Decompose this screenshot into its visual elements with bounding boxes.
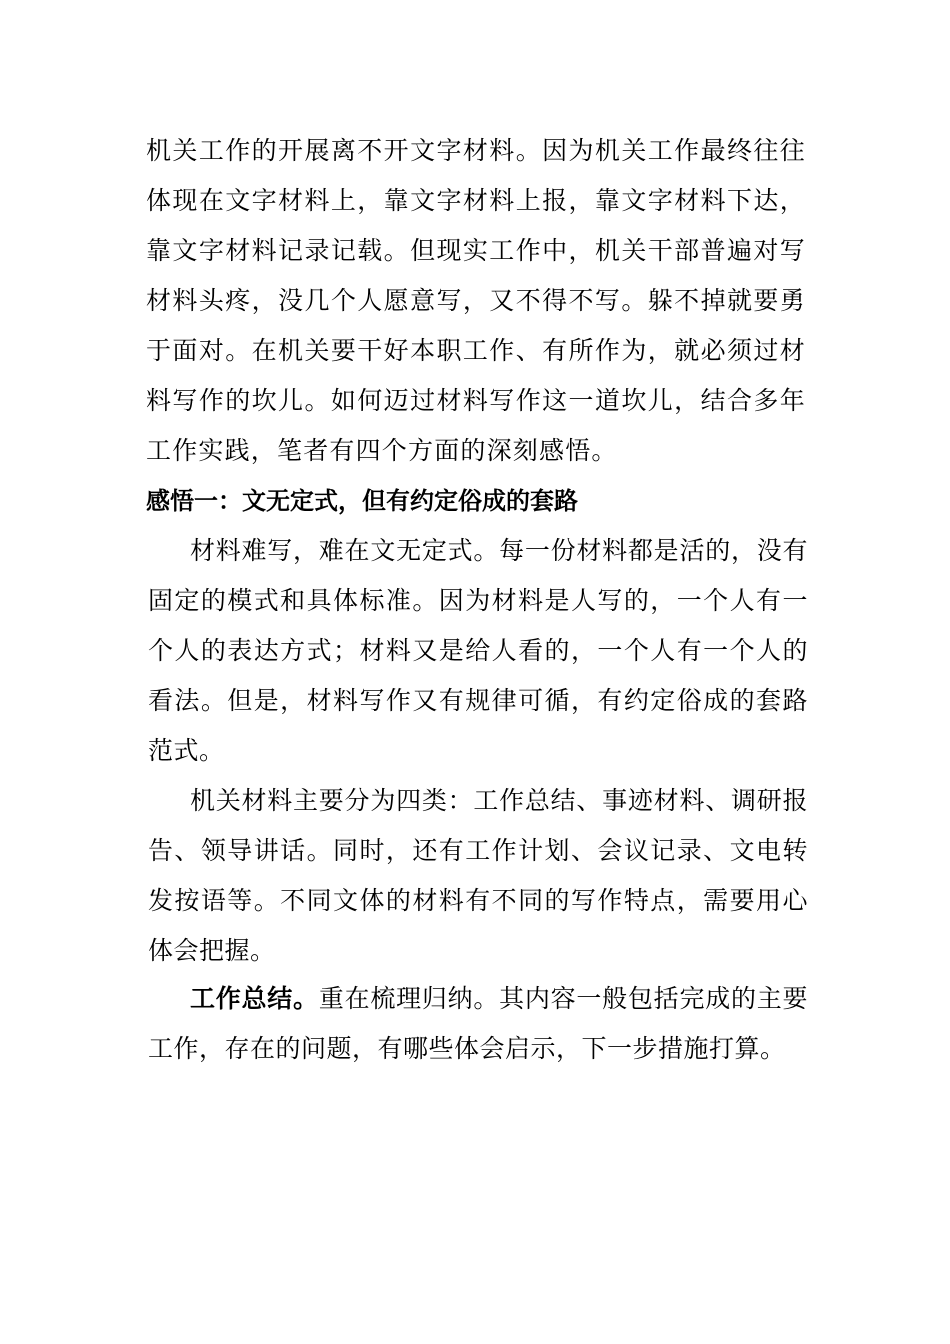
work-summary-text: 重在梳理归纳。其内容一般包括完成的主要工作，存在的问题，有哪些体会启示，下一步措施打算。 xyxy=(148,984,808,1063)
work-summary-lead: 工作总结。 xyxy=(190,984,319,1013)
paragraph-material-types: 机关材料主要分为四类：工作总结、事迹材料、调研报告、领导讲话。同时，还有工作计划、会议记录、文电转发按语等。不同文体的材料有不同的写作特点，需要用心体会把握。 xyxy=(148,786,808,965)
paragraph-no-fixed-form: 材料难写，难在文无定式。每一份材料都是活的，没有固定的模式和具体标准。因为材料是人写的，一个人有一个人的表达方式；材料又是给人看的，一个人有一个人的看法。但是，材料写作又有规律可循，有约定俗成的套路范式。 xyxy=(148,536,808,765)
intro-paragraph: 机关工作的开展离不开文字材料。因为机关工作最终往往体现在文字材料上，靠文字材料上报，靠文字材料下达，靠文字材料记录记载。但现实工作中，机关干部普遍对写材料头疼，没几个人愿意写，又不得不写。躲不掉就要勇于面对。在机关要干好本职工作、有所作为，就必须过材料写作的坎儿。如何迈过材料写作这一道坎儿，结合多年工作实践，笔者有四个方面的深刻感悟。 xyxy=(146,136,806,465)
section-heading: 感悟一：文无定式，但有约定俗成的套路 xyxy=(146,487,578,515)
paragraph-work-summary xyxy=(148,974,808,1074)
